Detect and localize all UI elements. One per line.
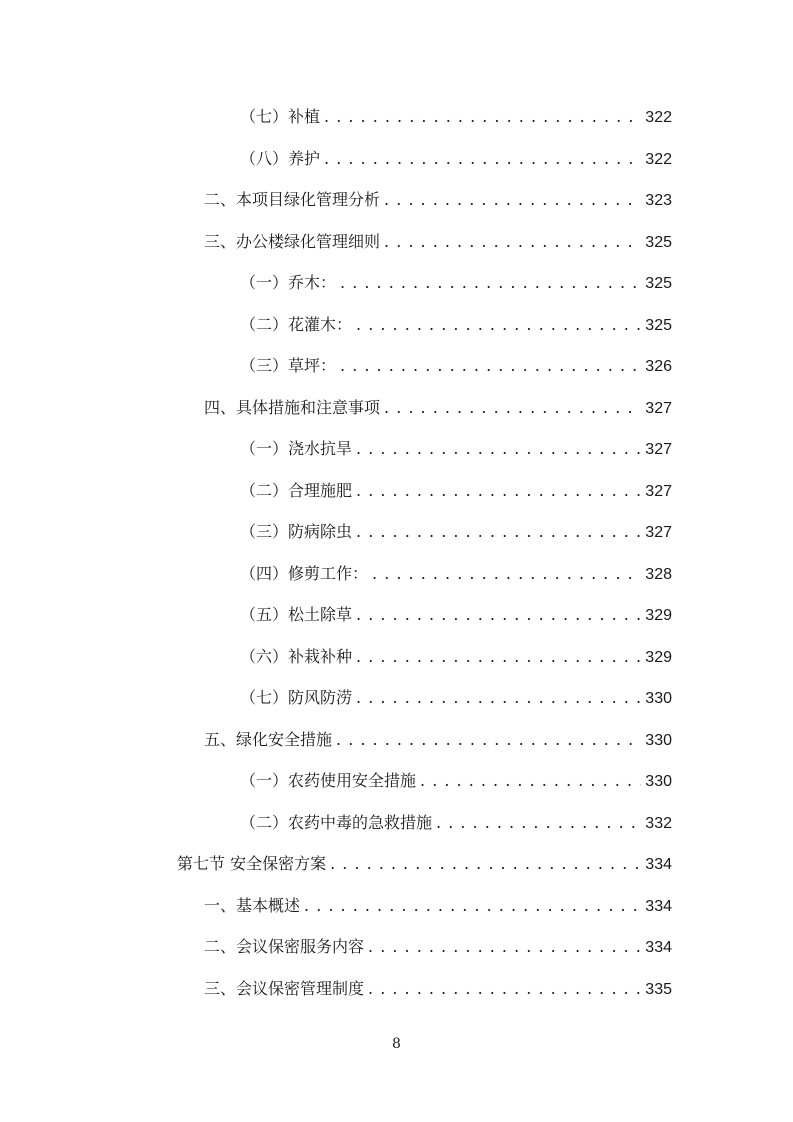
toc-leader-dots — [356, 438, 641, 460]
toc-entry[interactable] — [240, 563, 672, 586]
toc-entry-title: 二、会议保密服务内容 — [204, 937, 365, 956]
toc-leader-dots — [324, 148, 641, 170]
toc-entry-page: 327 — [645, 400, 672, 417]
toc-entry-page: 329 — [645, 607, 672, 624]
toc-entry-title: （二）花灌木： — [240, 315, 353, 334]
toc-leader-dots — [356, 604, 641, 626]
toc-entry[interactable] — [240, 272, 672, 295]
toc-entry[interactable] — [240, 687, 672, 710]
toc-entry-page: 327 — [645, 483, 672, 500]
toc-entry[interactable] — [240, 812, 672, 835]
toc-entry[interactable] — [240, 148, 672, 171]
toc-entry[interactable] — [240, 521, 672, 544]
toc-leader-dots — [384, 397, 641, 419]
toc-leader-dots — [384, 189, 641, 211]
toc-entry-page: 325 — [645, 234, 672, 251]
toc-leader-dots — [340, 355, 641, 377]
toc-entry-title: （七）补植 — [240, 107, 321, 126]
toc-entry-title: （四）修剪工作： — [240, 564, 369, 583]
toc-entry[interactable] — [204, 895, 672, 918]
toc-entry-page: 334 — [645, 898, 672, 915]
toc-entry[interactable] — [240, 106, 672, 129]
toc-entry[interactable] — [240, 604, 672, 627]
toc-leader-dots — [384, 231, 641, 253]
toc-entry-title: （六）补栽补种 — [240, 647, 353, 666]
toc-leader-dots — [356, 480, 641, 502]
toc-leader-dots — [356, 314, 641, 336]
toc-leader-dots — [368, 936, 641, 958]
toc-entry-title: 二、本项目绿化管理分析 — [204, 190, 381, 209]
toc-leader-dots — [304, 895, 641, 917]
toc-entry-title: （三）草坪： — [240, 356, 337, 375]
toc-entry-page: 334 — [645, 939, 672, 956]
toc-entry-page: 325 — [645, 317, 672, 334]
toc-leader-dots — [336, 729, 641, 751]
toc-entry-title: 三、办公楼绿化管理细则 — [204, 232, 381, 251]
toc-entry-title: （一）乔木： — [240, 273, 337, 292]
toc-entry[interactable] — [240, 314, 672, 337]
toc-entry-page: 327 — [645, 441, 672, 458]
toc-entry-page: 332 — [645, 815, 672, 832]
toc-entry-page: 322 — [645, 109, 672, 126]
toc-entry[interactable] — [240, 355, 672, 378]
toc-entry-title: （二）农药中毒的急救措施 — [240, 813, 433, 832]
toc-entry-title: （一）浇水抗旱 — [240, 439, 353, 458]
toc-entry-title: 五、绿化安全措施 — [204, 730, 333, 749]
toc-entry[interactable] — [204, 397, 672, 420]
toc-entry-page: 323 — [645, 192, 672, 209]
toc-entry[interactable] — [204, 978, 672, 1001]
toc-entry-title: （七）防风防涝 — [240, 688, 353, 707]
toc-leader-dots — [324, 106, 641, 128]
toc-entry-page: 330 — [645, 773, 672, 790]
page-number: 8 — [392, 1036, 401, 1052]
toc-entry[interactable] — [240, 480, 672, 503]
toc-entry-title: 四、具体措施和注意事项 — [204, 398, 381, 417]
toc-entry-title: （一）农药使用安全措施 — [240, 771, 417, 790]
toc-entry-page: 335 — [645, 981, 672, 998]
toc-entry-title: （八）养护 — [240, 149, 321, 168]
toc-leader-dots — [368, 978, 641, 1000]
toc-entry-title: 三、会议保密管理制度 — [204, 979, 365, 998]
toc-entry[interactable] — [240, 646, 672, 669]
toc-entry[interactable] — [240, 438, 672, 461]
toc-entry-page: 325 — [645, 275, 672, 292]
toc-entry[interactable] — [204, 231, 672, 254]
toc-leader-dots — [356, 687, 641, 709]
toc-leader-dots — [340, 272, 641, 294]
toc-entry-title: （二）合理施肥 — [240, 481, 353, 500]
toc-entry-title: 一、基本概述 — [204, 896, 301, 915]
toc-leader-dots — [356, 521, 641, 543]
toc-entry-page: 328 — [645, 566, 672, 583]
toc-entry-page: 334 — [645, 856, 672, 873]
toc-entry[interactable] — [204, 729, 672, 752]
toc-entry-page: 329 — [645, 649, 672, 666]
toc-leader-dots — [420, 770, 641, 792]
toc-entry-title: （五）松土除草 — [240, 605, 353, 624]
toc-entry-page: 327 — [645, 524, 672, 541]
toc-entry-page: 322 — [645, 151, 672, 168]
toc-entry[interactable] — [204, 189, 672, 212]
toc-entry-page: 326 — [645, 358, 672, 375]
toc-entry[interactable] — [240, 770, 672, 793]
toc-entry[interactable] — [177, 853, 672, 876]
toc-entry-title: 第七节 安全保密方案 — [177, 854, 327, 873]
toc-entry-page: 330 — [645, 690, 672, 707]
toc-entry[interactable] — [204, 936, 672, 959]
toc-leader-dots — [330, 853, 641, 875]
toc-entry-title: （三）防病除虫 — [240, 522, 353, 541]
toc-leader-dots — [356, 646, 641, 668]
toc-leader-dots — [436, 812, 641, 834]
toc-leader-dots — [372, 563, 641, 585]
toc-entry-page: 330 — [645, 732, 672, 749]
